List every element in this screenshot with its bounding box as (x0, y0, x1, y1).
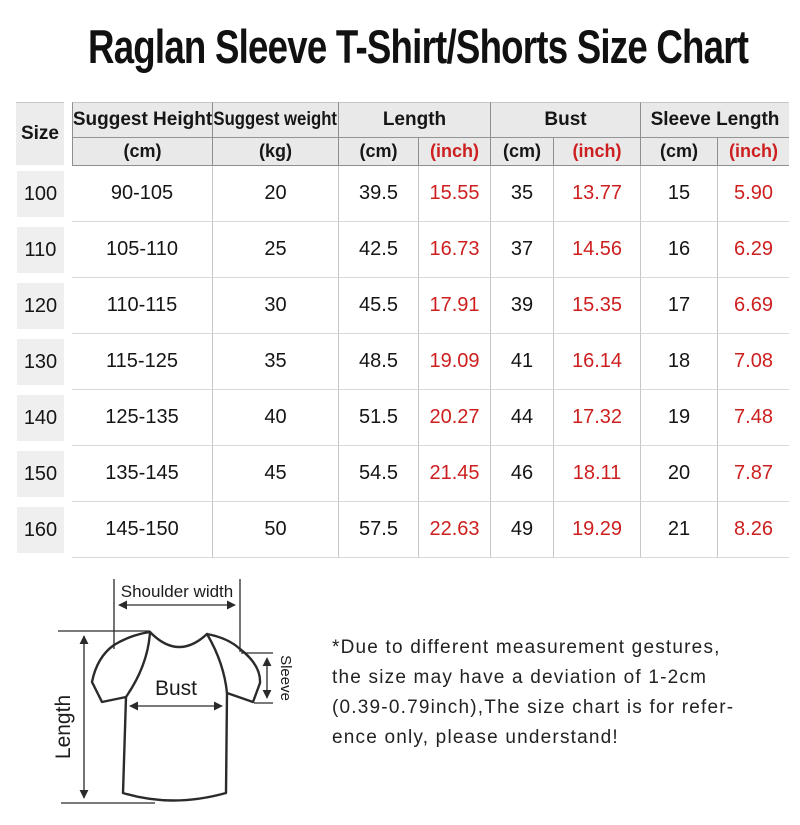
table-cell: 19 (640, 390, 717, 446)
table-cell: 16.73 (418, 222, 490, 278)
header-size: Size (16, 102, 64, 165)
table-cell: 46 (490, 446, 553, 502)
table-cell: 35 (490, 166, 553, 222)
table-cell: 35 (212, 334, 338, 390)
size-chart-table (16, 102, 789, 558)
table-cell: 54.5 (338, 446, 418, 502)
table-cell: 19.29 (553, 502, 640, 558)
table-cell: 49 (490, 502, 553, 558)
table-cell: 25 (212, 222, 338, 278)
table-cell: 90-105 (72, 166, 212, 222)
size-cell: 140 (17, 395, 64, 441)
table-cell: 8.26 (717, 502, 789, 558)
header-unit-cm: (cm) (338, 138, 418, 166)
table-cell: 110-115 (72, 278, 212, 334)
shoulder-width-label: Shoulder width (120, 582, 234, 601)
table-cell: 21 (640, 502, 717, 558)
tshirt-measurement-diagram (40, 575, 304, 825)
raglan-seam-left (126, 632, 150, 697)
header-suggest-height: Suggest Height (72, 102, 212, 138)
table-cell: 39.5 (338, 166, 418, 222)
note-line: ence only, please understand! (332, 727, 619, 748)
table-cell: 16.14 (553, 334, 640, 390)
table-cell: 22.63 (418, 502, 490, 558)
table-cell: 7.08 (717, 334, 789, 390)
table-cell: 20 (212, 166, 338, 222)
size-cell: 150 (17, 451, 64, 497)
header-suggest-weight-label: Suggest weight (213, 109, 338, 130)
length-label: Length (52, 694, 75, 760)
sleeve-label: Sleeve (277, 655, 294, 701)
header-suggest-weight (212, 102, 338, 138)
table-cell: 44 (490, 390, 553, 446)
table-cell: 17 (640, 278, 717, 334)
note-line: *Due to different measurement gestures, (332, 637, 721, 658)
table-cell: 41 (490, 334, 553, 390)
table-cell: 57.5 (338, 502, 418, 558)
header-unit-cm: (cm) (640, 138, 717, 166)
table-cell: 50 (212, 502, 338, 558)
table-cell: 105-110 (72, 222, 212, 278)
header-length: Length (338, 102, 490, 138)
tshirt-outline (92, 632, 260, 801)
page-title: Raglan Sleeve T-Shirt/Shorts Size Chart (88, 20, 749, 73)
table-cell: 20 (640, 446, 717, 502)
table-cell: 7.87 (717, 446, 789, 502)
table-cell: 15.55 (418, 166, 490, 222)
table-cell: 37 (490, 222, 553, 278)
header-unit-inch: (inch) (418, 138, 490, 166)
table-cell: 18 (640, 334, 717, 390)
table-cell: 45 (212, 446, 338, 502)
measurement-note (332, 633, 794, 753)
header-unit-inch: (inch) (553, 138, 640, 166)
table-cell: 7.48 (717, 390, 789, 446)
table-cell: 6.69 (717, 278, 789, 334)
table-cell: 6.29 (717, 222, 789, 278)
size-cell: 120 (17, 283, 64, 329)
table-cell: 5.90 (717, 166, 789, 222)
note-line: (0.39-0.79inch),The size chart is for refer- (332, 697, 735, 718)
header-bust: Bust (490, 102, 640, 138)
table-cell: 18.11 (553, 446, 640, 502)
table-cell: 51.5 (338, 390, 418, 446)
table-cell: 125-135 (72, 390, 212, 446)
table-cell: 17.32 (553, 390, 640, 446)
size-cell: 110 (17, 227, 64, 273)
header-unit-inch: (inch) (717, 138, 789, 166)
table-cell: 20.27 (418, 390, 490, 446)
table-cell: 30 (212, 278, 338, 334)
table-cell: 17.91 (418, 278, 490, 334)
table-cell: 42.5 (338, 222, 418, 278)
size-cell: 100 (17, 171, 64, 217)
table-cell: 14.56 (553, 222, 640, 278)
table-cell: 40 (212, 390, 338, 446)
bust-label: Bust (154, 677, 198, 700)
header-unit-kg: (kg) (212, 138, 338, 166)
size-cell: 130 (17, 339, 64, 385)
table-cell: 115-125 (72, 334, 212, 390)
size-cell: 160 (17, 507, 64, 553)
table-cell: 48.5 (338, 334, 418, 390)
note-line: the size may have a deviation of 1-2cm (332, 667, 708, 688)
header-sleeve-length: Sleeve Length (640, 102, 789, 138)
table-cell: 45.5 (338, 278, 418, 334)
table-cell: 135-145 (72, 446, 212, 502)
table-cell: 13.77 (553, 166, 640, 222)
table-cell: 15 (640, 166, 717, 222)
table-cell: 145-150 (72, 502, 212, 558)
header-unit-cm: (cm) (72, 138, 212, 166)
table-cell: 39 (490, 278, 553, 334)
table-cell: 16 (640, 222, 717, 278)
table-cell: 19.09 (418, 334, 490, 390)
header-unit-cm: (cm) (490, 138, 553, 166)
table-cell: 15.35 (553, 278, 640, 334)
table-cell: 21.45 (418, 446, 490, 502)
raglan-seam-right (207, 634, 227, 693)
